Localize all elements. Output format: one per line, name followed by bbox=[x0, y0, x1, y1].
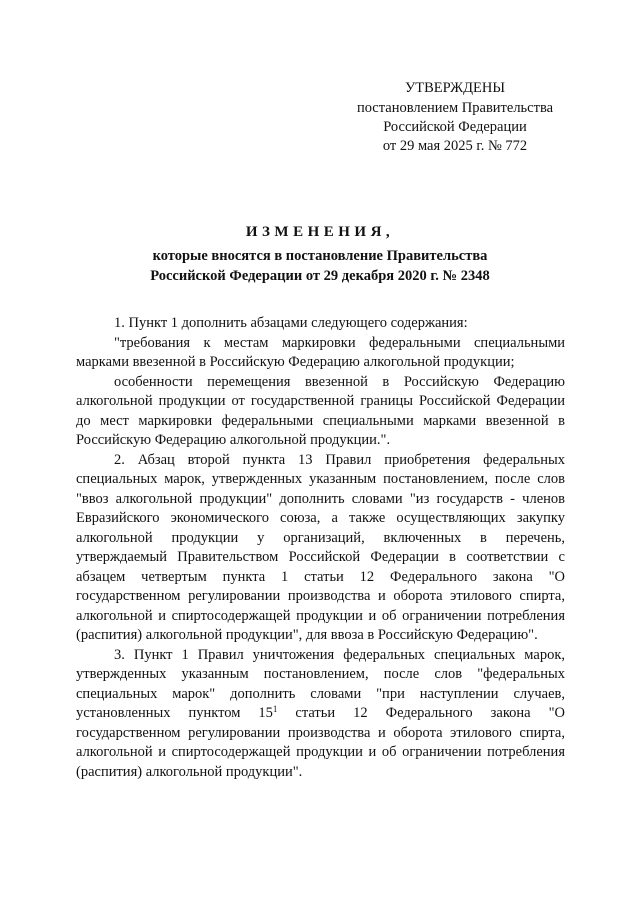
approval-heading: УТВЕРЖДЕНЫ bbox=[404, 80, 506, 96]
superscript: 1 bbox=[272, 704, 278, 714]
document-body bbox=[76, 314, 565, 782]
approval-block bbox=[330, 79, 580, 156]
document-subtitle bbox=[0, 247, 640, 286]
paragraph-2: 2. Абзац второй пункта 13 Правил приобретения федеральных специальных марок, утвержденных указанным постановлением, после слов "ввоз алкогольной продукции" дополнить словами "из государств - членов Евразийского экономического союза, а также осуществляющих закупку алкогольной продукции у организаций, включенных в перечень, утверждаемый Правительством Российской Федерации в соответствии с абзацем четвертым пункта 1 статьи 12 Федерального закона "О государственном регулировании производства и оборота этилового спирта, алкогольной и спиртосодержащей продукции и об ограничении потребления (распития) алкогольной продукции", для ввоза в Российскую Федерацию". bbox=[76, 451, 565, 643]
approval-line-1: постановлением Правительства bbox=[356, 100, 554, 116]
paragraph-3 bbox=[76, 646, 565, 783]
paragraph-1-quote-a: "требования к местам маркировки федеральными специальными марками ввезенной в Российскую Федерацию алкогольной продукции; bbox=[76, 334, 565, 370]
paragraph-3-part-a: 3. Пункт 1 Правил уничтожения федеральных специальных марок, утвержденных указанным постановлением, после слов "федеральных специальных марок" дополнить словами "при наступлении случаев, установленных пунктом 15 bbox=[76, 646, 565, 721]
paragraph-3-part-b: статьи 12 Федерального закона "О государственном регулировании производства и оборота этилового спирта, алкогольной и спиртосодержащей продукции и об ограничении потребления (распития) алкогольной продукции". bbox=[76, 705, 565, 780]
document-title: ИЗМЕНЕНИЯ, bbox=[245, 224, 395, 240]
subtitle-line-1: которые вносятся в постановление Правительства bbox=[152, 248, 488, 264]
subtitle-line-2: Российской Федерации от 29 декабря 2020 г. № 2348 bbox=[150, 267, 490, 284]
approval-line-2: Российской Федерации bbox=[383, 119, 527, 135]
paragraph-1-quote-b: особенности перемещения ввезенной в Российскую Федерацию алкогольной продукции от государственной границы Российской Федерации до мест маркировки федеральными специальными марками ввезенной в Российскую Федерацию алкогольной продукции.". bbox=[76, 373, 565, 448]
paragraph-1: 1. Пункт 1 дополнить абзацами следующего содержания: bbox=[114, 315, 468, 331]
approval-line-3: от 29 мая 2025 г. № 772 bbox=[382, 138, 528, 154]
